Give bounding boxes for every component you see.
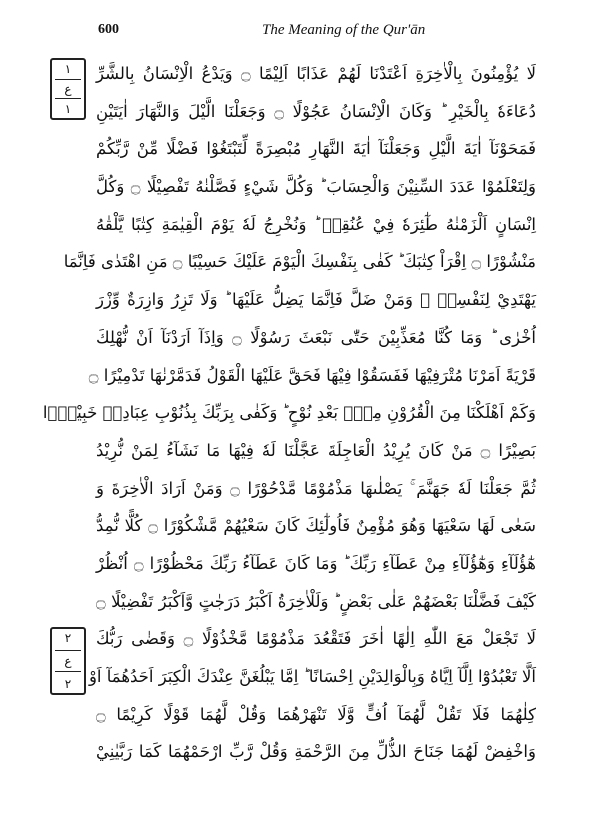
verse-line: وَاخْفِضْ لَهُمَا جَنَاحَ الذُّلِّ مِنَ الرَّحْمَةِ وَقُلْ رَّبِّ ارْحَمْهُمَا كَمَا رَبَّيٰنِيْ	[96, 742, 536, 762]
verse-line: مَنْشُوْرًا ۝ اِقْرَاْ كِتٰبَكَ ؕ كَفٰى بِنَفْسِكَ الْيَوْمَ عَلَيْكَ حَسِيْبًا ۝ مَنِ اهْتَدٰى فَاِنَّمَا	[63, 252, 536, 272]
verse-line: يَهْتَدِيْ لِنَفْسِهٖ ۚ وَمَنْ ضَلَّ فَاِنَّمَا يَضِلُّ عَلَيْهَا ؕ وَلَا تَزِرُ وَازِرَةٌ وِّزْرَ	[96, 290, 536, 310]
verse-line: اُخْرٰى ؕ وَمَا كُنَّا مُعَذِّبِيْنَ حَتّٰى نَبْعَثَ رَسُوْلًا ۝ وَاِذَآ اَرَدْنَآ اَنْ نُّهْلِكَ	[96, 327, 536, 347]
running-head-title: The Meaning of the Qur'ān	[262, 22, 426, 38]
ruku-letter: ع	[64, 654, 72, 668]
arabic-text-block	[42, 55, 536, 771]
ruku-marker	[50, 58, 86, 120]
verse-line: كَيْفَ فَضَّلْنَا بَعْضَهُمْ عَلٰى بَعْضٍ ؕ وَلَلْاٰخِرَةُ اَكْبَرُ دَرَجٰتٍ وَّاَكْبَرُ تَفْضِيْلًا ۝	[96, 591, 536, 611]
verse-line: بَصِيْرًا ۝ مَنْ كَانَ يُرِيْدُ الْعَاجِلَةَ عَجَّلْنَا لَهٗ فِيْهَا مَا نَشَآءُ لِمَنْ نُّرِيْدُ	[96, 440, 536, 460]
ruku-number: ٢	[64, 631, 72, 645]
verse-line: فَمَحَوْنَآ اٰيَةَ الَّيْلِ وَجَعَلْنَآ اٰيَةَ النَّهَارِ مُبْصِرَةً لِّتَبْتَغُوْا فَضْلًا مِّنْ رَّبِّكُمْ	[96, 139, 536, 159]
verse-line: اِنْسَانٍ اَلْزَمْنٰهُ طٰٓئِرَهٗ فِيْ عُنُقِهٖ ؕ وَنُخْرِجُ لَهٗ يَوْمَ الْقِيٰمَةِ كِتٰبًا يَّلْقٰهُ	[96, 214, 536, 234]
verse-line: سَعٰى لَهَا سَعْيَهَا وَهُوَ مُؤْمِنٌ فَاُولٰٓئِكَ كَانَ سَعْيُهُمْ مَّشْكُوْرًا ۝ كُلًّا نُّمِدُّ	[96, 516, 536, 536]
ruku-marker	[50, 627, 86, 695]
verse-line: اَلَّا تَعْبُدُوْٓا اِلَّآ اِيَّاهُ وَبِالْوَالِدَيْنِ اِحْسَانًا ؕ اِمَّا يَبْلُغَنَّ عِنْدَكَ الْكِبَرَ اَحَدُهُمَآ اَوْ	[88, 667, 536, 686]
ruku-count: ٢	[64, 677, 72, 691]
verse-line: لَا يُؤْمِنُونَ بِالْاٰخِرَةِ اَعْتَدْنَا لَهُمْ عَذَابًا اَلِيْمًا ۝ وَيَدْعُ الْاِنْسَانُ بِالشَّرِّ	[96, 64, 536, 83]
verse-line: قَرْيَةً اَمَرْنَا مُتْرَفِيْهَا فَفَسَقُوْا فِيْهَا فَحَقَّ عَلَيْهَا الْقَوْلُ فَدَمَّرْنٰهَا تَدْمِيْرًا ۝	[88, 365, 536, 385]
verse-line: وَلِتَعْلَمُوْا عَدَدَ السِّنِيْنَ وَالْحِسَابَ ؕ وَكُلَّ شَيْءٍ فَصَّلْنٰهُ تَفْصِيْلًا ۝ وَكُلَّ	[96, 177, 536, 197]
verse-line: دُعَاءَهٗ بِالْخَيْرِ ؕ وَكَانَ الْاِنْسَانُ عَجُوْلًا ۝ وَجَعَلْنَا الَّيْلَ وَالنَّهَارَ اٰيَتَيْنِ	[96, 101, 536, 121]
verse-line: كِلٰهُمَا فَلَا تَقُلْ لَّهُمَآ اُفٍّ وَّلَا تَنْهَرْهُمَا وَقُلْ لَّهُمَا قَوْلًا كَرِيْمًا ۝	[96, 704, 536, 724]
verse-line: ثُمَّ جَعَلْنَا لَهٗ جَهَنَّمَ ۚ يَصْلٰىهَا مَذْمُوْمًا مَّدْحُوْرًا ۝ وَمَنْ اَرَادَ الْاٰخِرَةَ وَ	[96, 478, 536, 498]
ruku-count: ١	[64, 102, 72, 116]
ruku-number: ١	[64, 62, 72, 76]
verse-line: هٰٓؤُلَآءِ وَهٰٓؤُلَآءِ مِنْ عَطَآءِ رَبِّكَ ؕ وَمَا كَانَ عَطَآءُ رَبِّكَ مَحْظُوْرًا ۝ اُنْظُرْ	[96, 553, 536, 573]
verse-line: لَا تَجْعَلْ مَعَ اللّٰهِ اِلٰهًا اٰخَرَ فَتَقْعُدَ مَذْمُوْمًا مَّخْذُوْلًا ۝ وَقَضٰى رَبُّكَ	[96, 629, 536, 649]
page-number: 600	[98, 22, 119, 37]
verse-line: وَكَمْ اَهْلَكْنَا مِنَ الْقُرُوْنِ مِنْۢ بَعْدِ نُوْحٍ ؕ وَكَفٰى بِرَبِّكَ بِذُنُوْبِ عِبَادِهٖ خَبِيْرًۢا	[42, 403, 536, 423]
ruku-letter: ع	[64, 82, 72, 96]
